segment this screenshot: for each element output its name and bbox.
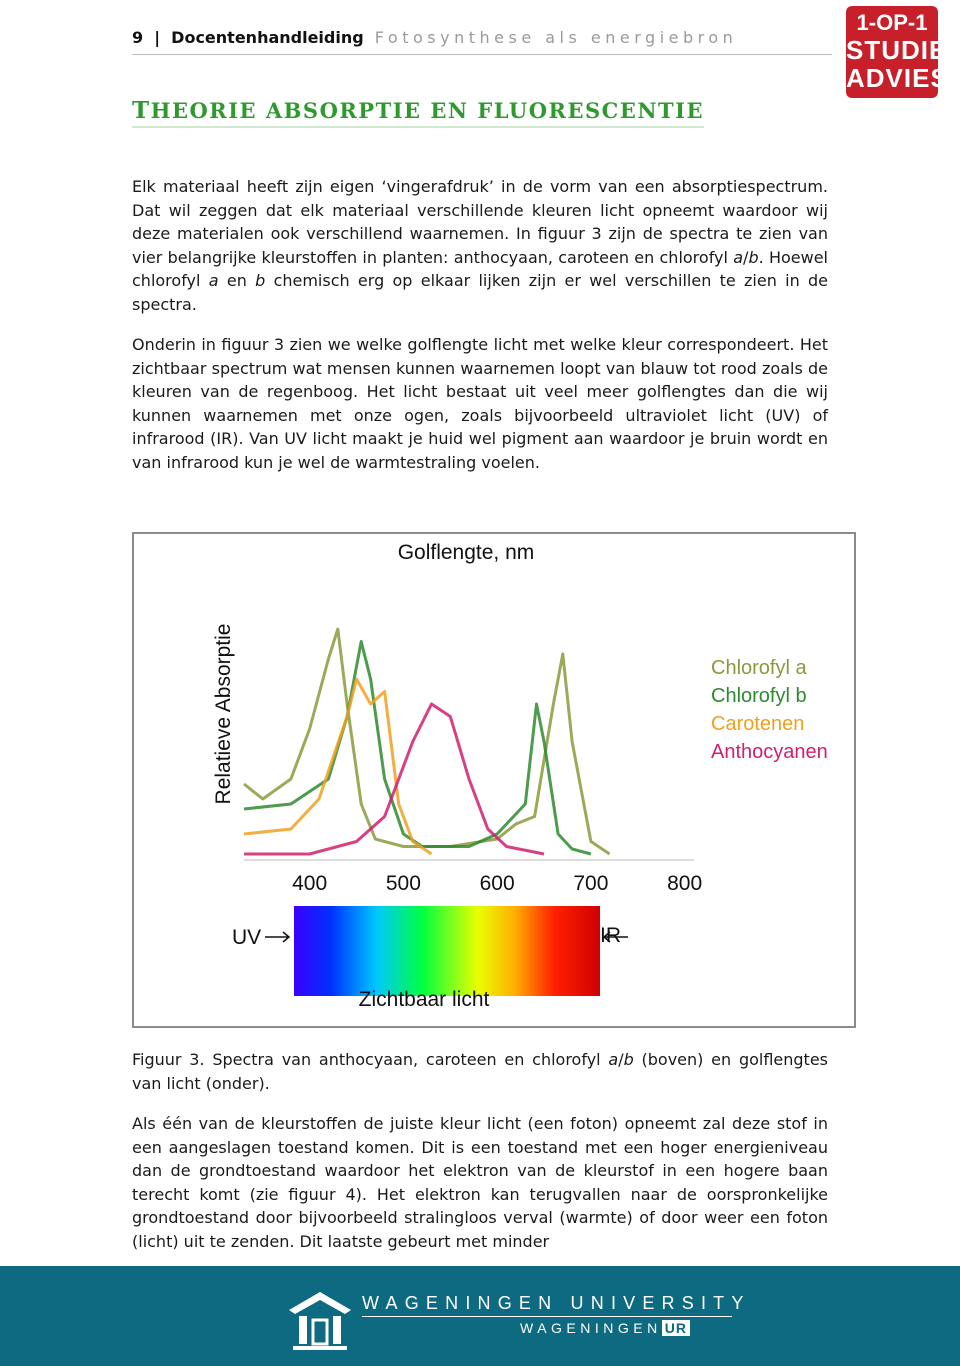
page-header (132, 28, 832, 55)
uv-arrow (265, 932, 289, 942)
paragraph-absorptie: Elk materiaal heeft zijn eigen ‘vingerafdruk’ in de vorm van een absorptiespectrum. Dat wil zeggen dat elk materiaal verschillende kleuren licht opneemt waardoor wij deze materialen ook verschillend waarnemen. In figuur 3 zijn de spectra te zien van vier belangrijke kleurstoffen in planten: anthocyaan, caroteen en chlorofyl a/b. Hoewel chlorofyl a en b chemisch erg op elkaar lijken zijn er wel verschillen te zien in de spectra. (132, 177, 829, 314)
x-tick-label: 400 (292, 872, 328, 895)
university-name: WAGENINGEN UNIVERSITY (362, 1293, 751, 1313)
document-subtitle: Fotosynthese als energiebron (374, 28, 738, 47)
figure-caption: Figuur 3. Spectra van anthocyaan, caroteen en chlorofyl a/b (boven) en golflengtes van licht (onder). (132, 1050, 828, 1093)
document-title: Docentenhandleiding (171, 28, 364, 47)
chart-legend (711, 657, 828, 763)
footer-divider (362, 1316, 732, 1317)
plot-area (244, 629, 694, 860)
absorption-figure (132, 532, 856, 1028)
y-axis-label: Relatieve Absorptie (212, 623, 235, 805)
x-tick-label: 600 (479, 872, 515, 895)
visible-spectrum-bar (294, 906, 600, 996)
visible-light-label: Zichtbaar licht (358, 988, 490, 1011)
paragraph-golflengte: Onderin in figuur 3 zien we welke golflengte licht met welke kleur correspondeert. Het zichtbaar spectrum wat mensen kunnen waarnemen loopt van blauw tot rood zoals de kleuren van de regenboog. Het licht bestaat uit veel meer golflengtes dan die wij kunnen waarnemen met onze ogen, zoals bijvoorbeeld ultraviolet licht (UV) of infrarood (IR). Van UV licht maakt je huid wel pigment aan waardoor je bruin wordt en van infrarood kun je wel de warmtestraling voelen. (132, 335, 828, 472)
wageningen-logo-icon (287, 1288, 353, 1352)
absorption-chart (134, 534, 858, 1030)
chart-title: Golflengte, nm (397, 541, 535, 564)
page-number: 9 (132, 28, 144, 47)
legend-entry: Anthocyanen (711, 741, 828, 763)
uv-label: UV (232, 926, 262, 949)
wageningen-ur: WAGENINGEN UR (520, 1320, 690, 1336)
legend-entry: Chlorofyl a (711, 657, 807, 679)
x-tick-label: 500 (385, 872, 421, 895)
legend-entry: Chlorofyl b (711, 685, 807, 707)
x-tick-label: 800 (667, 872, 703, 895)
studie-advies-logo: 1-OP-1 STUDIE ADVIES (846, 6, 938, 98)
page-footer (0, 1266, 960, 1366)
x-tick-label: 700 (573, 872, 609, 895)
legend-entry: Carotenen (711, 713, 805, 735)
paragraph-aangeslagen-toestand: Als één van de kleurstoffen de juiste kleur licht (een foton) opneemt zal deze stof in een aangeslagen toestand komen. Dit is een toestand met een hoger energieniveau dan de grondtoestand waardoor het elektron van de kleurstof in een hogere baan terecht komt (zie figuur 4). Het elektron kan terugvallen naar de oorspronkelijke grondtoestand door bijvoorbeeld stralingloos verval (warmte) of door weer een foton (licht) uit te zenden. Dit laatste gebeurt met minder (132, 1114, 828, 1251)
section-title: THEORIE ABSORPTIE EN FLUORESCENTIE (132, 97, 704, 128)
x-tick-labels (292, 872, 702, 895)
header-separator: | (154, 28, 161, 47)
ir-label: IR (600, 924, 621, 947)
